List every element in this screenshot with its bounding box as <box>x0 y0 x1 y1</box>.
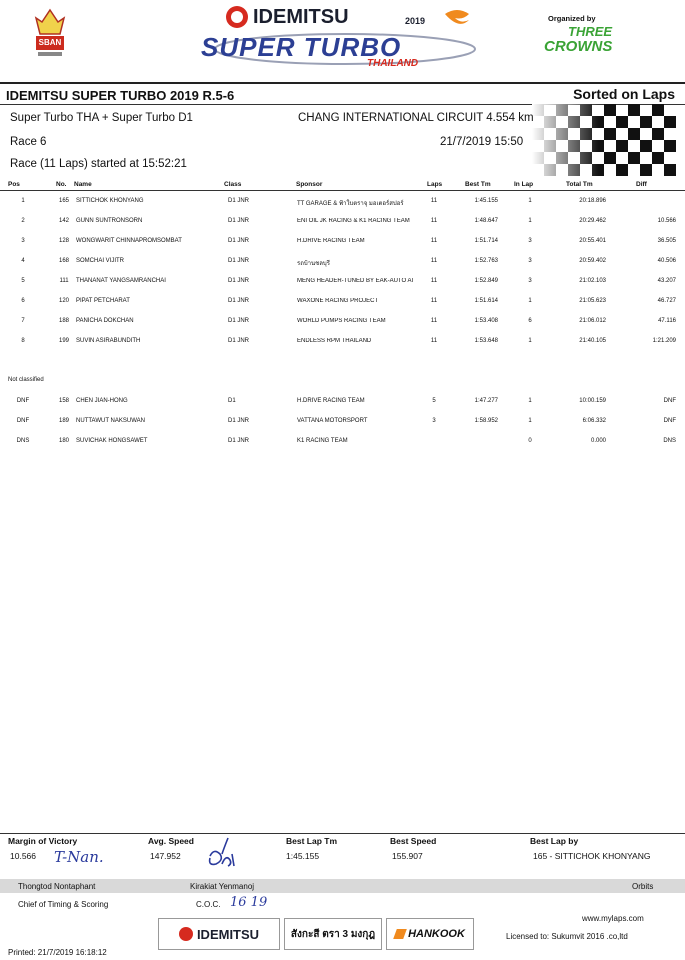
cell-diff: DNF <box>663 418 676 424</box>
cell-number: 180 <box>58 438 69 444</box>
cell-laps: 11 <box>430 298 438 304</box>
chief-timing-name: Thongtod Nontaphant <box>18 882 96 891</box>
cell-in-lap: 1 <box>528 398 532 404</box>
cell-name: SUVIN ASIRABUNDITH <box>76 338 141 344</box>
race-number: Race 6 <box>10 136 47 148</box>
col-diff: Diff <box>636 181 647 188</box>
cell-number: 128 <box>58 238 69 244</box>
cell-pos: 4 <box>21 258 25 264</box>
cell-pos: 5 <box>21 278 25 284</box>
col-number: No. <box>56 181 67 188</box>
cell-pos: DNF <box>16 418 30 424</box>
sponsor-three-crowns-label: สังกะสี ตรา 3 มงกุฎ <box>290 928 376 940</box>
sponsor-idemitsu <box>158 918 280 950</box>
table-row <box>0 338 685 352</box>
cell-sponsor: VATTANA MOTORSPORT <box>297 418 368 424</box>
cell-in-lap: 1 <box>528 298 532 304</box>
cell-sponsor: WORLD PUMPS RACING TEAM <box>297 318 386 324</box>
col-best-time: Best Tm <box>465 181 491 188</box>
association-logo-text: SBAN <box>38 38 62 47</box>
printed-timestamp: Printed: 21/7/2019 16:18:12 <box>8 948 107 957</box>
cell-diff: 40.506 <box>657 258 676 264</box>
top-divider <box>0 82 685 84</box>
event-brand: IDEMITSU <box>253 6 349 28</box>
hankook-mark-icon <box>393 929 407 939</box>
cell-laps: 11 <box>430 198 438 204</box>
cell-best-time: 1:53.408 <box>474 318 498 324</box>
cell-sponsor: ENI OIL JK RACING & K1 RACING TEAM <box>297 218 410 224</box>
cell-in-lap: 1 <box>528 418 532 424</box>
license-info: Licensed to: Sukumvit 2016 .co,ltd <box>506 932 628 941</box>
cell-total-time: 21:02.103 <box>579 278 606 284</box>
col-sponsor: Sponsor <box>296 181 323 188</box>
cell-laps: 11 <box>430 218 438 224</box>
cell-diff: 46.727 <box>657 298 676 304</box>
cell-name: THANANAT YANGSAMRANCHAI <box>76 278 166 284</box>
cell-diff: 1:21.209 <box>652 338 676 344</box>
sort-label: Sorted on Laps <box>573 86 675 102</box>
checkered-flag-graphic <box>532 104 680 178</box>
best-speed-value: 155.907 <box>392 851 423 861</box>
circuit-name: CHANG INTERNATIONAL CIRCUIT 4.554 km <box>298 112 534 124</box>
cell-total-time: 21:06.012 <box>579 318 606 324</box>
margin-of-victory-label: Margin of Victory <box>8 836 78 846</box>
cell-sponsor: รถบ้านชลบุรี <box>297 261 330 267</box>
cell-sponsor: K1 RACING TEAM <box>297 438 348 444</box>
cell-class: D1 JNR <box>228 298 250 304</box>
sponsor-three-crowns <box>284 918 382 950</box>
cell-in-lap: 1 <box>528 218 532 224</box>
cell-name: GUNN SUNTRONSORN <box>76 218 143 224</box>
avg-speed-value: 147.952 <box>150 851 181 861</box>
margin-of-victory-value: 10.566 <box>10 851 36 861</box>
cell-pos: 3 <box>21 238 25 244</box>
cell-number: 111 <box>59 278 69 284</box>
cell-number: 120 <box>58 298 69 304</box>
race-classes: Super Turbo THA + Super Turbo D1 <box>10 112 193 124</box>
table-row <box>0 438 685 452</box>
col-class: Class <box>224 181 242 188</box>
cell-laps: 11 <box>430 278 438 284</box>
cell-best-time: 1:53.648 <box>474 338 498 344</box>
table-row <box>0 398 685 412</box>
col-in-lap: In Lap <box>514 181 534 188</box>
cell-sponsor: ENDLESS RPM THAILAND <box>297 338 372 344</box>
table-row <box>0 418 685 432</box>
organizer-logo <box>540 14 660 62</box>
cell-in-lap: 0 <box>528 438 532 444</box>
cell-diff: 10.566 <box>657 218 676 224</box>
cell-class: D1 JNR <box>228 238 250 244</box>
cell-pos: DNF <box>16 398 30 404</box>
table-row <box>0 318 685 332</box>
cell-pos: 7 <box>21 318 25 324</box>
cell-total-time: 0.000 <box>590 438 606 444</box>
organized-by-label: Organized by <box>548 14 596 23</box>
cell-pos: 8 <box>21 338 25 344</box>
cell-class: D1 JNR <box>228 198 250 204</box>
cell-class: D1 JNR <box>228 278 250 284</box>
association-logo <box>30 8 70 64</box>
best-lap-time-label: Best Lap Tm <box>286 836 338 846</box>
cell-sponsor: WAXONE RACING PROJECT <box>297 298 379 304</box>
cell-laps: 11 <box>430 258 438 264</box>
event-logo <box>195 2 495 72</box>
cell-laps: 11 <box>430 338 438 344</box>
officials-band <box>0 879 685 893</box>
cell-diff: 43.207 <box>657 278 676 284</box>
cell-name: SUVICHAK HONGSAWET <box>76 438 148 444</box>
cell-in-lap: 3 <box>528 238 532 244</box>
cell-laps: 3 <box>432 418 436 424</box>
chief-timing-role: Chief of Timing & Scoring <box>18 900 109 909</box>
avg-speed-label: Avg. Speed <box>148 836 194 846</box>
table-row <box>0 218 685 232</box>
cell-laps: 11 <box>430 318 438 324</box>
cell-sponsor: H.DRIVE RACING TEAM <box>297 398 365 404</box>
not-classified-label: Not classified <box>8 377 44 383</box>
cell-in-lap: 3 <box>528 258 532 264</box>
cell-total-time: 21:05.623 <box>579 298 606 304</box>
cell-number: 168 <box>58 258 69 264</box>
website-link[interactable]: www.mylaps.com <box>582 914 644 923</box>
cell-laps: 11 <box>430 238 438 244</box>
cell-number: 189 <box>58 418 69 424</box>
page-title: IDEMITSU SUPER TURBO 2019 R.5-6 <box>6 88 235 103</box>
cell-name: CHEN JIAN-HONG <box>76 398 128 404</box>
footer-divider <box>0 833 685 834</box>
col-total-time: Total Tm <box>566 181 593 188</box>
cell-sponsor: MENG HEADER-TUNED BY EAK-AUTO AI <box>297 278 414 284</box>
cell-name: SOMCHAI VIJITR <box>76 258 125 264</box>
cell-diff: DNF <box>663 398 676 404</box>
event-subtitle: THAILAND <box>367 58 419 69</box>
best-lap-by-value: 165 - SITTICHOK KHONYANG <box>533 851 651 861</box>
col-name: Name <box>74 181 92 188</box>
cell-pos: DNS <box>16 438 30 444</box>
cell-in-lap: 3 <box>528 278 532 284</box>
column-header-divider <box>0 190 685 191</box>
table-row <box>0 278 685 292</box>
cell-best-time: 1:51.614 <box>474 298 498 304</box>
cell-total-time: 20:18.896 <box>579 198 606 204</box>
cell-best-time: 1:51.714 <box>474 238 498 244</box>
event-title: SUPER TURBO <box>201 32 402 62</box>
organizer-brand-line1: THREE <box>568 24 613 39</box>
coc-signature <box>204 836 244 877</box>
cell-number: 199 <box>58 338 69 344</box>
cell-sponsor: H.DRIVE RACING TEAM <box>297 238 365 244</box>
cell-diff: DNS <box>663 438 676 444</box>
cell-laps: 5 <box>432 398 436 404</box>
best-speed-label: Best Speed <box>390 836 437 846</box>
cell-total-time: 6:06.332 <box>582 418 606 424</box>
cell-pos: 6 <box>21 298 25 304</box>
cell-best-time: 1:52.849 <box>474 278 498 284</box>
cell-sponsor: TT GARAGE & ฟ้าใบตราจุ มอเตอร์สปอร์ <box>297 201 404 207</box>
cell-name: PIPAT PETCHARAT <box>76 298 130 304</box>
cell-name: PANICHA DOKCHAN <box>76 318 134 324</box>
event-year: 2019 <box>405 16 426 26</box>
cell-name: SITTICHOK KHONYANG <box>76 198 144 204</box>
cell-pos: 2 <box>21 218 25 224</box>
cell-pos: 1 <box>21 198 25 204</box>
cell-total-time: 21:40.105 <box>579 338 606 344</box>
cell-best-time: 1:45.155 <box>474 198 498 204</box>
best-lap-time-value: 1:45.155 <box>286 851 320 861</box>
cell-best-time: 1:58.952 <box>474 418 498 424</box>
cell-class: D1 JNR <box>228 338 250 344</box>
best-lap-by-label: Best Lap by <box>530 836 579 846</box>
coc-role: C.O.C. <box>196 900 221 909</box>
cell-total-time: 20:29.462 <box>579 218 606 224</box>
timing-system-name: Orbits <box>632 882 654 891</box>
col-laps: Laps <box>427 181 443 188</box>
cell-diff: 36.505 <box>657 238 676 244</box>
table-row <box>0 258 685 272</box>
cell-class: D1 JNR <box>228 438 250 444</box>
race-date: 21/7/2019 15:50 <box>440 136 524 148</box>
cell-class: D1 JNR <box>228 258 250 264</box>
cell-best-time: 1:52.763 <box>474 258 498 264</box>
idemitsu-mark-icon <box>179 927 193 941</box>
cell-in-lap: 6 <box>528 318 532 324</box>
cell-best-time: 1:48.647 <box>474 218 498 224</box>
table-row <box>0 298 685 312</box>
table-row <box>0 198 685 212</box>
cell-number: 142 <box>58 218 69 224</box>
cell-total-time: 20:59.402 <box>579 258 606 264</box>
sponsor-hankook-label: HANKOOK <box>408 928 465 940</box>
coc-name: Kirakiat Yenmanoj <box>190 882 255 891</box>
race-start-info: Race (11 Laps) started at 15:52:21 <box>10 158 187 170</box>
cell-name: WONGWARIT CHINNAPROMSOMBAT <box>76 238 182 244</box>
sponsor-idemitsu-label: IDEMITSU <box>196 926 260 942</box>
coc-date-handwritten: 16 19 <box>230 895 268 910</box>
cell-total-time: 10:00.159 <box>579 398 606 404</box>
col-pos: Pos <box>8 181 20 188</box>
cell-in-lap: 1 <box>528 198 532 204</box>
cell-diff: 47.116 <box>658 318 676 324</box>
cell-class: D1 JNR <box>228 318 250 324</box>
table-row <box>0 238 685 252</box>
cell-number: 188 <box>58 318 69 324</box>
cell-best-time: 1:47.277 <box>474 398 498 404</box>
chief-signature: T-Nan. <box>54 848 104 866</box>
cell-class: D1 JNR <box>228 418 250 424</box>
cell-class: D1 JNR <box>228 218 250 224</box>
cell-number: 165 <box>58 198 69 204</box>
cell-total-time: 20:55.401 <box>579 238 606 244</box>
cell-class: D1 <box>228 398 236 404</box>
organizer-brand-line2: CROWNS <box>544 38 613 55</box>
cell-in-lap: 1 <box>528 338 532 344</box>
cell-number: 158 <box>58 398 69 404</box>
cell-name: NUTTAWUT NAKSUWAN <box>76 418 145 424</box>
sponsor-hankook <box>386 918 474 950</box>
